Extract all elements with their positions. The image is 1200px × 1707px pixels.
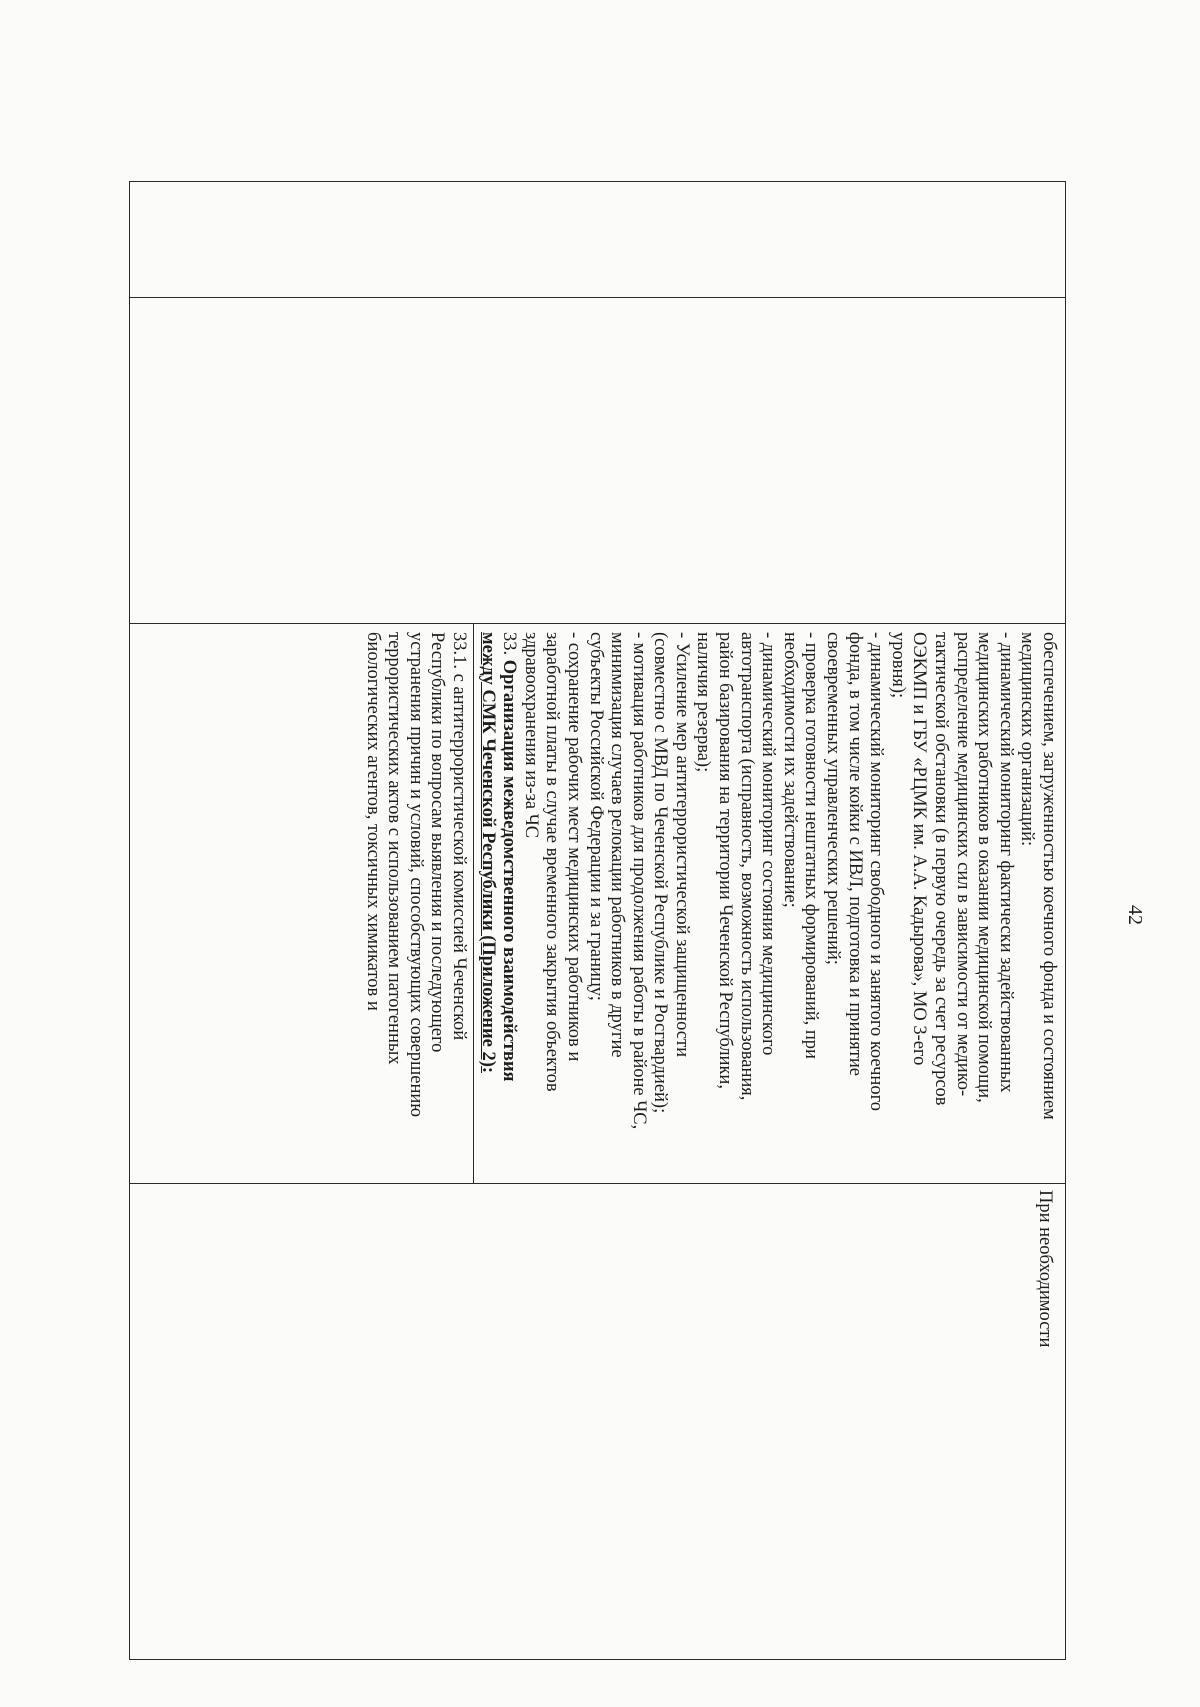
heading-number: 33. bbox=[499, 632, 520, 660]
text-line: 33.1. с антитеррористической комиссией Чеченской bbox=[448, 632, 469, 1041]
text-line: своевременных управленческих решений; bbox=[823, 632, 844, 965]
text-line: - динамический мониторинг состояния медицинского bbox=[758, 632, 779, 1056]
text-line: биологических агентов, токсичных химикатов и bbox=[362, 632, 383, 1011]
text-line: - мотивация работников для продолжения работы в районе ЧС, bbox=[628, 632, 649, 1130]
table-row bbox=[130, 182, 1066, 1660]
text-line: - динамический мониторинг фактически задействованных bbox=[995, 632, 1016, 1093]
rotated-table-frame bbox=[130, 181, 1066, 1659]
inner-divider bbox=[473, 624, 474, 1183]
measures-text bbox=[355, 624, 1065, 1183]
section-heading-33-cont bbox=[476, 632, 498, 1175]
text-line: уровня); bbox=[887, 632, 908, 699]
text-line: Республики по вопросам выявления и последующего bbox=[427, 632, 448, 1053]
text-line: медицинских работников в оказании медицинской помощи, bbox=[974, 632, 995, 1103]
text-line: - Усиление мер антитеррористической защищенности bbox=[671, 632, 692, 1057]
table-cell-col2 bbox=[130, 298, 1066, 624]
col1-text bbox=[1053, 182, 1065, 297]
text-line: здравоохранения из-за ЧС bbox=[520, 632, 541, 839]
table-cell-when bbox=[130, 1184, 1066, 1660]
measures-table bbox=[129, 181, 1066, 1660]
text-line: тактической обстановки (в первую очередь за счет ресурсов bbox=[931, 632, 952, 1106]
text-line: минимизация случаев релокации работников в другие bbox=[607, 632, 628, 1058]
table-cell-measures bbox=[130, 624, 1066, 1184]
text-line: субъекты Российской Федерации и за границу; bbox=[585, 632, 606, 1001]
text-line: террористических актов с использованием патогенных bbox=[384, 632, 405, 1065]
text-line: обеспечением, загруженностью коечного фонда и состоянием bbox=[1039, 632, 1059, 1120]
text-line: (совместно с МВД по Чеченской Республике и Росгвардией); bbox=[650, 632, 671, 1114]
text-line: - динамический мониторинг свободного и занятого коечного bbox=[866, 632, 887, 1111]
text-line: - проверка готовности нештатных формирований, при bbox=[801, 632, 822, 1059]
when-text: При необходимости bbox=[1035, 1190, 1055, 1348]
heading-line-2: между СМК Чеченской Республики (Приложение 2): bbox=[477, 632, 498, 1074]
page-number: 42 bbox=[1124, 905, 1146, 925]
text-line: необходимости их задействование; bbox=[779, 632, 800, 908]
heading-line-1: Организация межведомственного взаимодействия bbox=[499, 659, 520, 1082]
text-line: ОЭКМП и ГБУ «РЦМК им. А.А. Кадырова», МО 3-его bbox=[909, 632, 930, 1066]
table-cell-col1 bbox=[130, 182, 1066, 298]
text-line: устранения причин и условий, способствующих совершению bbox=[405, 632, 426, 1118]
text-line: - сохранение рабочих мест медицинских работников и bbox=[563, 632, 584, 1062]
col2-text bbox=[1053, 298, 1065, 623]
text-line: фонда, в том числе койки с ИВЛ, подготовка и принятие bbox=[844, 632, 865, 1076]
section-heading-33 bbox=[498, 632, 520, 1175]
text-line: распределение медицинских сил в зависимости от медико- bbox=[952, 632, 973, 1097]
text-line: медицинских организаций: bbox=[1017, 632, 1038, 847]
text-line: автотранспорта (исправность, возможность использования, bbox=[736, 632, 757, 1101]
text-line: наличия резерва); bbox=[693, 632, 714, 773]
text-line: район базирования на территории Чеченской Республики, bbox=[715, 632, 736, 1089]
text-line: заработной платы в случае временного закрытия объектов bbox=[542, 632, 563, 1092]
